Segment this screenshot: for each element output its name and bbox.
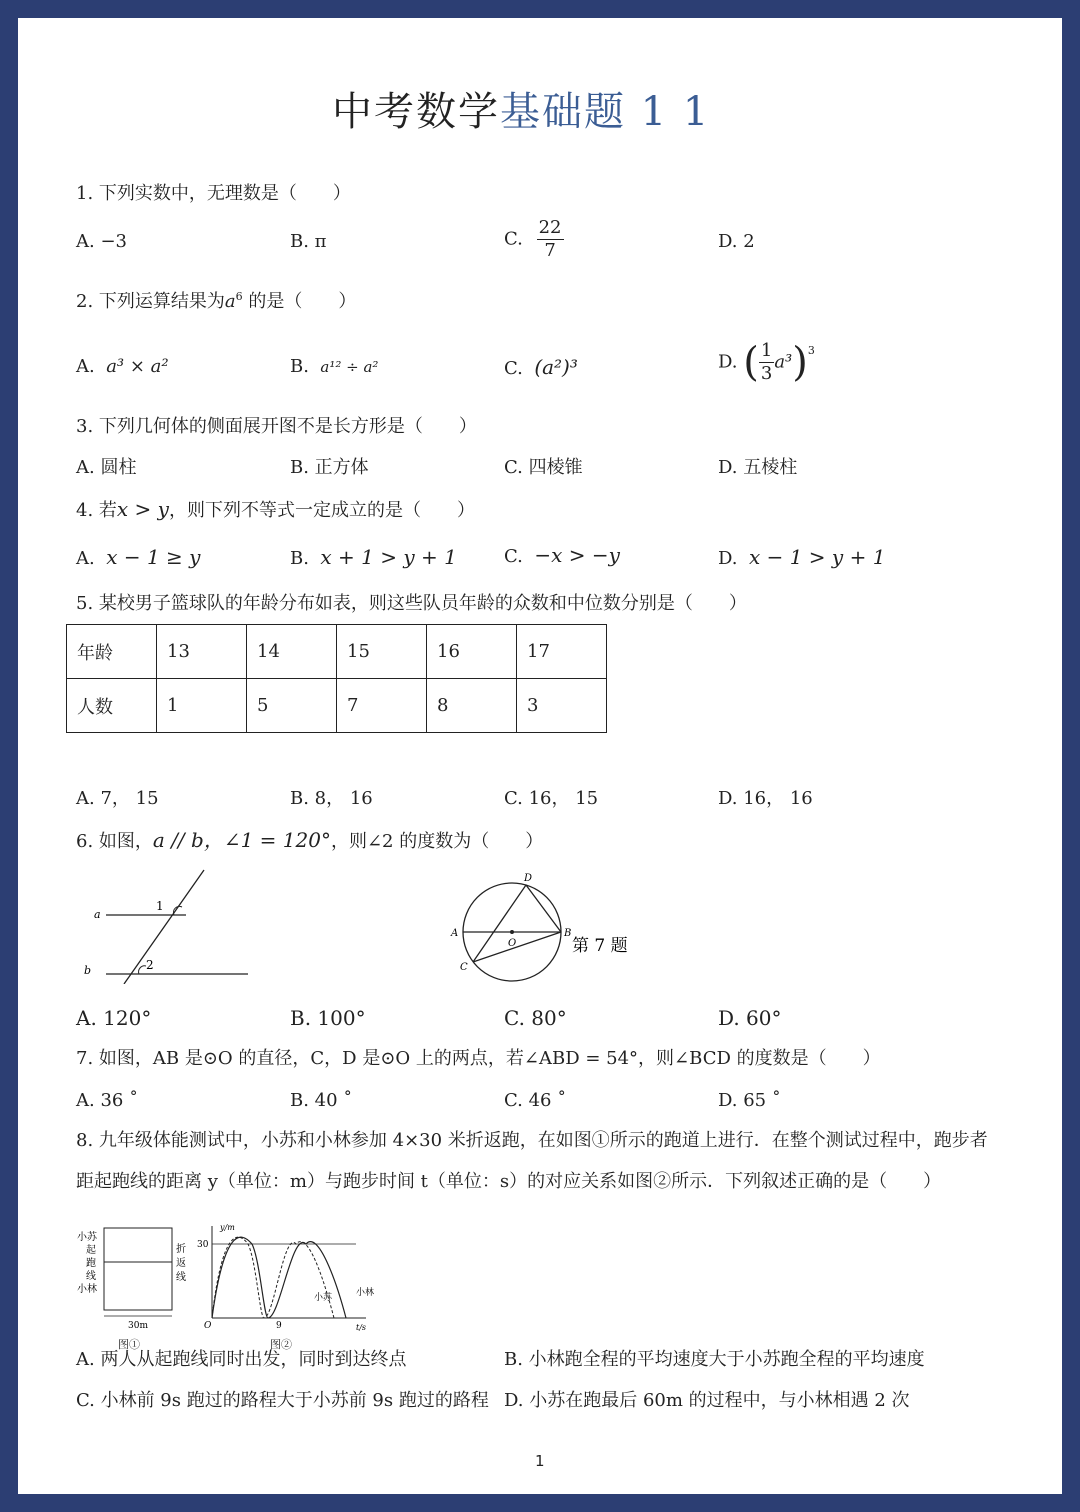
fig-label-C: C bbox=[460, 962, 468, 973]
q7-option-c: C. 46 ˚ bbox=[504, 1090, 567, 1111]
table-row bbox=[67, 679, 607, 733]
q1-frac-num: 22 bbox=[538, 217, 562, 238]
q7-option-b: B. 40 ˚ bbox=[290, 1090, 353, 1111]
q6-option-d: D. 60° bbox=[718, 1006, 782, 1030]
q2-stem-var: a bbox=[224, 291, 236, 312]
table-row bbox=[67, 625, 607, 679]
q7-option-d: D. 65 ˚ bbox=[718, 1090, 781, 1111]
q1-fraction bbox=[537, 217, 564, 262]
q4-option-c bbox=[504, 544, 620, 568]
q2-option-c bbox=[504, 356, 578, 380]
series-xiaosu bbox=[212, 1237, 334, 1318]
q2-option-b bbox=[290, 356, 378, 378]
q5-option-a: A. 7， 15 bbox=[76, 788, 159, 809]
q4-c-expr: −x > −y bbox=[534, 543, 620, 567]
q3-option-c: C. 四棱锥 bbox=[504, 457, 583, 478]
q6-stem bbox=[76, 829, 543, 853]
q4-stem-pre: 4. 若 bbox=[76, 500, 117, 521]
fig1-width-label: 30m bbox=[128, 1321, 148, 1331]
q6-option-a: A. 120° bbox=[76, 1006, 152, 1030]
q4-a-expr: x − 1 ≥ y bbox=[106, 545, 201, 569]
table-cell: 1 bbox=[157, 679, 247, 733]
fig2-x-label: t/s bbox=[356, 1323, 367, 1332]
q8-option-c: C. 小林前 9s 跑过的路程大于小苏前 9s 跑过的路程 bbox=[76, 1390, 489, 1411]
table-cell: 3 bbox=[517, 679, 607, 733]
q4-option-d bbox=[718, 546, 885, 570]
q4-b-label: B. bbox=[290, 548, 309, 569]
q1-option-d: D. 2 bbox=[718, 231, 755, 252]
q8-option-d: D. 小苏在跑最后 60m 的过程中，与小林相遇 2 次 bbox=[504, 1390, 910, 1411]
fig1-left-mid3: 线 bbox=[86, 1271, 96, 1282]
q1-stem: 1. 下列实数中，无理数是（ ） bbox=[76, 183, 351, 204]
transversal bbox=[124, 870, 204, 984]
q6-option-b: B. 100° bbox=[290, 1006, 366, 1030]
q8-option-a: A. 两人从起跑线同时出发，同时到达终点 bbox=[76, 1349, 407, 1370]
q2-d-label: D. bbox=[718, 351, 738, 373]
fig1-left-bot: 小林 bbox=[77, 1284, 97, 1295]
table-cell: 17 bbox=[517, 625, 607, 679]
q7-stem: 7. 如图，AB 是⊙O 的直径，C，D 是⊙O 上的两点，若∠ABD = 54°，则∠BCD 的度数是（ ） bbox=[76, 1048, 881, 1069]
fig2-caption: 图② bbox=[270, 1338, 292, 1351]
table-cell: 13 bbox=[157, 625, 247, 679]
q2-d-fraction bbox=[759, 340, 774, 385]
fig-label-1: 1 bbox=[156, 899, 164, 913]
q3-stem: 3. 下列几何体的侧面展开图不是长方形是（ ） bbox=[76, 416, 477, 437]
circle-figure bbox=[448, 870, 628, 988]
q4-b-expr: x + 1 > y + 1 bbox=[320, 545, 457, 569]
q4-d-label: D. bbox=[718, 548, 738, 569]
fig-label-O: O bbox=[508, 938, 517, 949]
fig1-right3: 线 bbox=[176, 1272, 186, 1283]
q8-stem-line2: 距起跑线的距离 y（单位：m）与跑步时间 t（单位：s）的对应关系如图②所示．下列叙述正确的是（ ） bbox=[76, 1171, 942, 1192]
track-rect bbox=[104, 1228, 172, 1310]
q1-option-a: A. −3 bbox=[76, 231, 127, 252]
fig2-series-xiaolin: 小林 bbox=[356, 1288, 375, 1298]
center-point bbox=[510, 930, 514, 934]
chord-bc bbox=[473, 932, 561, 962]
q6-stem-math: a // b，∠1 = 120° bbox=[152, 828, 331, 852]
q2-stem-exp: 6 bbox=[235, 290, 243, 303]
title-main: 中考数学 bbox=[332, 89, 500, 135]
table-cell: 年龄 bbox=[67, 625, 157, 679]
q7-option-a: A. 36 ˚ bbox=[76, 1090, 139, 1111]
fig2-y-tick: 30 bbox=[197, 1240, 209, 1250]
q6-option-c: C. 80° bbox=[504, 1006, 567, 1030]
q2-c-label: C. bbox=[504, 358, 523, 379]
distance-time-graph bbox=[196, 1220, 376, 1340]
q1-option-c-label: C. bbox=[504, 228, 523, 250]
chord-bd bbox=[526, 885, 561, 932]
fig1-left-mid2: 跑 bbox=[86, 1258, 96, 1269]
page-title bbox=[332, 80, 710, 137]
fig1-right2: 返 bbox=[176, 1258, 186, 1269]
table-cell: 15 bbox=[337, 625, 427, 679]
q2-a-expr: a³ × a² bbox=[106, 356, 169, 377]
table-cell: 7 bbox=[337, 679, 427, 733]
q2-c-expr: (a²)³ bbox=[534, 355, 578, 379]
q8-option-b: B. 小林跑全程的平均速度大于小苏跑全程的平均速度 bbox=[504, 1349, 925, 1370]
q3-option-b: B. 正方体 bbox=[290, 457, 369, 478]
angle-2-arc bbox=[139, 966, 146, 974]
q5-option-c: C. 16， 15 bbox=[504, 788, 599, 809]
fig-label-b: b bbox=[84, 964, 92, 977]
q8-stem-line1: 8. 九年级体能测试中，小苏和小林参加 4×30 米折返跑，在如图①所示的跑道上进行．在整个测试过程中，跑步者 bbox=[76, 1130, 988, 1151]
q4-stem-post: ，则下列不等式一定成立的是（ ） bbox=[168, 500, 475, 521]
q2-d-exp: 3 bbox=[807, 344, 815, 357]
fig-label-2: 2 bbox=[146, 958, 154, 972]
exam-page bbox=[18, 18, 1062, 1494]
q2-b-expr: a¹² ÷ a² bbox=[320, 358, 379, 376]
table-cell: 8 bbox=[427, 679, 517, 733]
q2-a-label: A. bbox=[76, 356, 95, 377]
q2-d-den: 3 bbox=[760, 363, 773, 384]
fig2-y-label: y/m bbox=[220, 1223, 235, 1232]
q2-b-label: B. bbox=[290, 356, 309, 377]
q2-option-a bbox=[76, 356, 169, 378]
track-figure bbox=[76, 1220, 196, 1340]
parallel-lines-figure bbox=[76, 864, 266, 984]
fig-label-a: a bbox=[94, 908, 101, 921]
fig1-right1: 折 bbox=[176, 1244, 186, 1255]
q5-option-d: D. 16， 16 bbox=[718, 788, 813, 809]
q6-stem-pre: 6. 如图， bbox=[76, 831, 153, 852]
fig-label-B: B bbox=[564, 928, 572, 939]
q4-option-a bbox=[76, 546, 200, 570]
fig-label-A: A bbox=[451, 928, 459, 939]
q6-stem-post: ，则∠2 的度数为（ ） bbox=[330, 831, 544, 852]
q2-stem-post: 的是（ ） bbox=[248, 291, 357, 312]
fig7-caption: 第 7 题 bbox=[572, 936, 628, 956]
q2-d-tail: a³ bbox=[774, 351, 793, 373]
q3-option-d: D. 五棱柱 bbox=[718, 457, 798, 478]
q4-stem-math: x > y bbox=[116, 497, 169, 521]
q2-stem-pre: 2. 下列运算结果为 bbox=[76, 291, 225, 312]
fig1-left-mid1: 起 bbox=[86, 1245, 96, 1256]
age-table bbox=[66, 624, 607, 733]
q4-option-b bbox=[290, 546, 457, 570]
table-cell: 5 bbox=[247, 679, 337, 733]
q4-a-label: A. bbox=[76, 548, 95, 569]
title-accent: 基础题 1 1 bbox=[500, 89, 711, 135]
fig2-origin: O bbox=[204, 1321, 212, 1331]
chord-cd bbox=[473, 885, 526, 962]
q2-option-d: D. ( $\frac{1}{3}$ a³)$^3$ bbox=[718, 339, 815, 386]
q4-d-expr: x − 1 > y + 1 bbox=[748, 545, 886, 569]
q1-option-c bbox=[504, 217, 564, 262]
q4-stem bbox=[76, 498, 475, 522]
fig2-x-tick: 9 bbox=[276, 1321, 282, 1331]
table-cell: 人数 bbox=[67, 679, 157, 733]
q5-stem: 5. 某校男子篮球队的年龄分布如表，则这些队员年龄的众数和中位数分别是（ ） bbox=[76, 593, 747, 614]
fig1-left-top: 小苏 bbox=[77, 1232, 97, 1243]
q1-option-b: B. π bbox=[290, 231, 327, 252]
table-cell: 14 bbox=[247, 625, 337, 679]
fig2-series-xiaosu: 小苏 bbox=[314, 1293, 333, 1303]
q2-stem bbox=[76, 286, 356, 313]
fig-label-D: D bbox=[524, 873, 533, 884]
table-cell: 16 bbox=[427, 625, 517, 679]
q3-option-a: A. 圆柱 bbox=[76, 457, 137, 478]
q1-frac-den: 7 bbox=[544, 240, 556, 261]
q2-d-num: 1 bbox=[760, 340, 773, 361]
q5-option-b: B. 8， 16 bbox=[290, 788, 373, 809]
q4-c-label: C. bbox=[504, 546, 523, 567]
fig1-caption-text: 图① bbox=[118, 1338, 140, 1351]
page-number: 1 bbox=[535, 1452, 545, 1470]
